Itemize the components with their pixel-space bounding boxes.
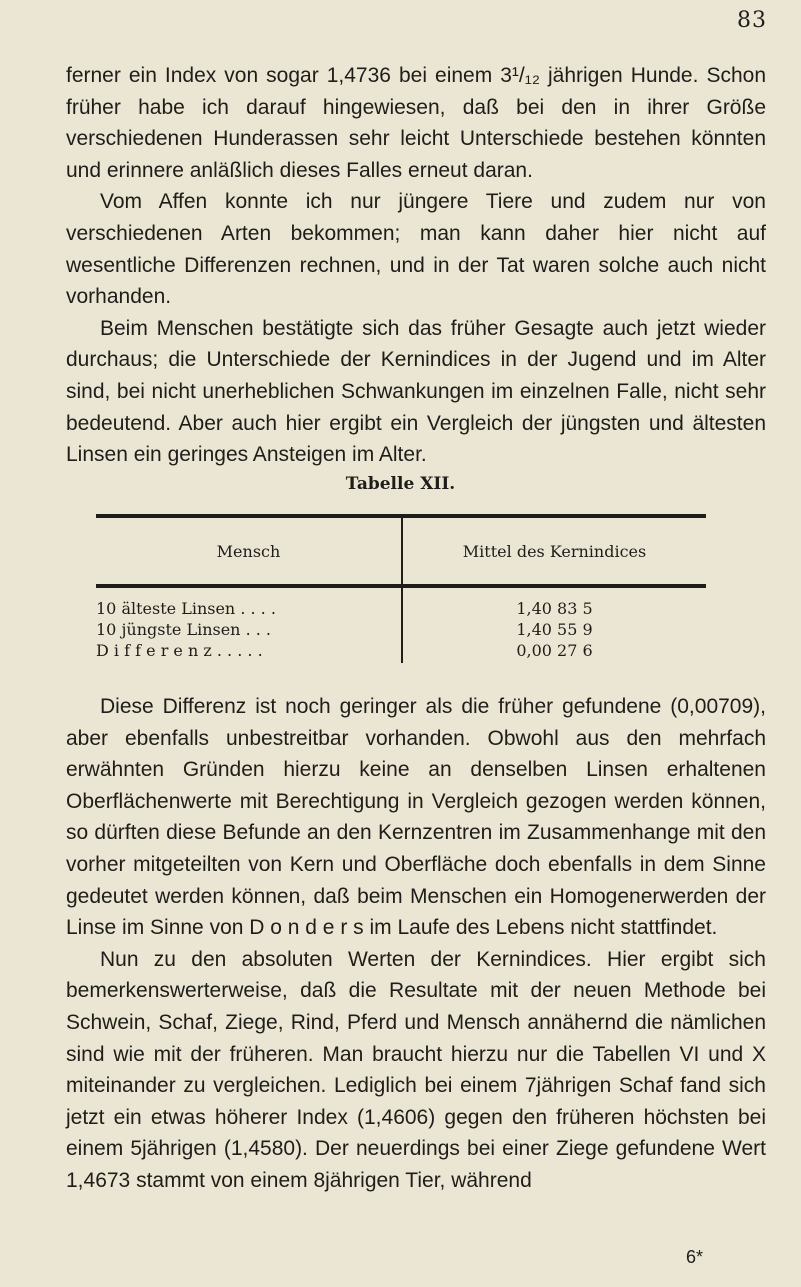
row-label-oldest: 10 älteste Linsen . . . .	[96, 599, 276, 618]
value-column	[402, 588, 706, 663]
row-value-difference: 0,00 27 6	[516, 641, 593, 660]
data-table	[96, 514, 706, 663]
paragraph-3: Beim Menschen bestätigte sich das früher Gesagte auch jetzt wieder durchaus; die Unterschiede der Kernindices in der Jugend und im Alter sind, bei nicht unerheblichen Schwankungen im einzelnen Falle, nicht sehr bedeutend. Aber auch hier ergibt ein Vergleich der jüngsten und ältesten Linsen ein geringes Ansteigen im Alter.	[66, 316, 766, 467]
text-block-bottom	[66, 691, 766, 1197]
table-body	[96, 588, 706, 663]
row-label-difference: D i f f e r e n z . . . . .	[96, 641, 263, 660]
paragraph-1: ferner ein Index von sogar 1,4736 bei einem 3¹/₁₂ jährigen Hunde. Schon früher habe ich darauf hingewiesen, daß bei den in ihrer Größe verschiedenen Hunderassen sehr leicht Unterschiede bestehen könnten und erinnere anläßlich dieses Falles erneut daran.	[66, 64, 766, 182]
text-block-top	[66, 60, 766, 471]
row-value-oldest: 1,40 83 5	[516, 599, 593, 618]
table-title: Tabelle XII.	[345, 474, 456, 494]
paragraph-2: Vom Affen konnte ich nur jüngere Tiere und zudem nur von verschiedenen Arten bekommen; man kann daher hier nicht auf wesentliche Differenzen rechnen, und in der Tat waren solche auch nicht vorhanden.	[66, 190, 766, 309]
signature-mark: 6*	[686, 1247, 704, 1267]
label-column	[96, 588, 402, 663]
paragraph-4: Diese Differenz ist noch geringer als die früher gefundene (0,00709), aber ebenfalls unbestreitbar vorhanden. Obwohl aus den mehrfach erwähnten Gründen hierzu keine an denselben Linsen erhaltenen Oberflächenwerte mit Berechtigung in Vergleich gezogen werden können, so dürften diese Befunde an den Kernzentren im Zusammenhange mit den vorher mitgeteilten von Kern und Oberfläche doch ebenfalls in dem Sinne gedeutet werden können, daß beim Menschen ein Homogenerwerden der Linse im Sinne von D o n d e r s im Laufe des Lebens nicht stattfindet.	[66, 695, 766, 940]
table-header-row	[96, 518, 706, 584]
paragraph-5: Nun zu den absoluten Werten der Kernindices. Hier ergibt sich bemerkenswerterweise, daß die Resultate mit der neuen Methode bei Schwein, Schaf, Ziege, Rind, Pferd und Mensch annähernd die nämlichen sind wie mit der früheren. Man braucht hierzu nur die Tabellen VI und X miteinander zu vergleichen. Lediglich bei einem 7jährigen Schaf fand sich jetzt ein etwas höherer Index (1,4606) gegen den früheren höchsten bei einem 5jährigen (1,4580). Der neuerdings bei einer Ziege gefundene Wert 1,4673 stammt von einem 8jährigen Tier, während	[66, 947, 766, 1192]
header-mensch: Mensch	[216, 541, 281, 561]
header-mittel: Mittel des Kernindices	[402, 518, 706, 584]
row-value-youngest: 1,40 55 9	[516, 620, 593, 639]
page-number: 83	[737, 8, 767, 33]
row-label-youngest: 10 jüngste Linsen . . .	[96, 620, 271, 639]
